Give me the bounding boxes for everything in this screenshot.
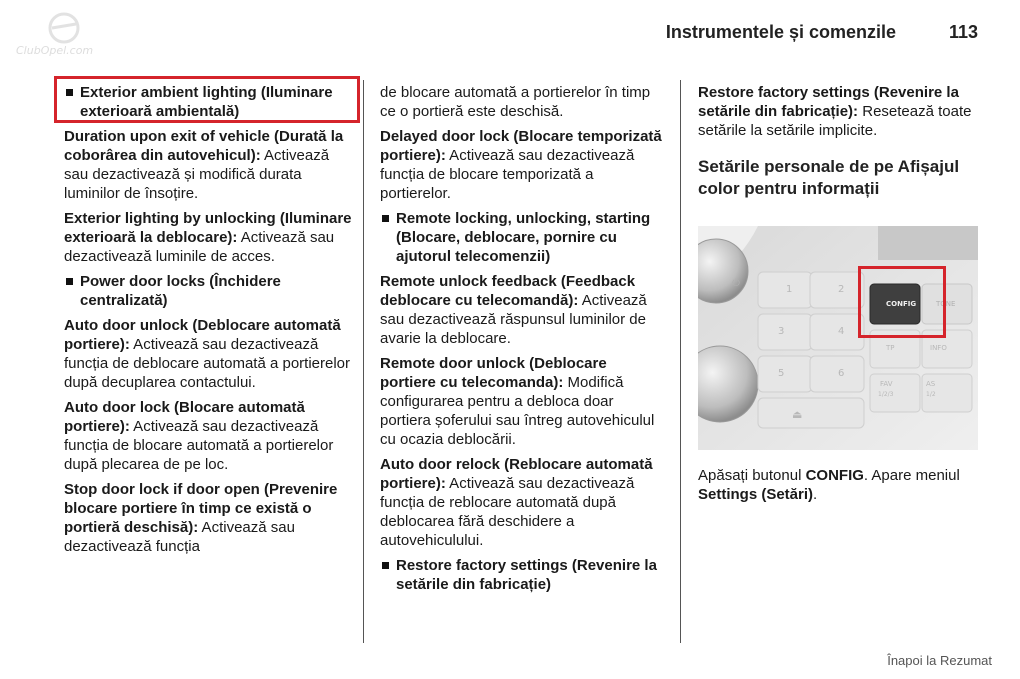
caption-part-1: Apăsați butonul [698, 467, 806, 484]
caption-part-2: . Apare meniul [863, 467, 960, 484]
item-auto-door-unlock [64, 316, 354, 392]
back-to-summary-link[interactable]: Înapoi la Rezumat [887, 653, 992, 668]
photo-caption [698, 466, 980, 504]
item-stop-door-lock [64, 480, 354, 556]
item-title: Restore factory settings (Revenire la setările din fabricație): [698, 84, 959, 120]
page-header-title: Instrumentele și comenzile [665, 22, 896, 42]
info-button-label: INFO [930, 344, 947, 352]
key-5-label: 5 [778, 368, 785, 379]
bullet-restore-factory-settings: Restore factory settings (Revenire la setările din fabricație) [380, 556, 665, 594]
item-text: Activează sau dezactivează și modifică durata luminilor de însoțire. [64, 147, 330, 202]
key-2-label: 2 [838, 284, 845, 295]
preset-key-2 [810, 272, 864, 308]
item-title: Exterior lighting by unlocking (Iluminare exterioară la deblocare): [64, 210, 352, 246]
item-auto-door-lock [64, 398, 354, 474]
item-restore-factory-settings [698, 83, 980, 140]
clubopel-watermark [12, 10, 122, 60]
highlight-box-exterior-ambient [54, 76, 360, 123]
bullet-power-door-locks: Power door locks (Închidere centralizată) [64, 272, 354, 310]
column-divider-2 [680, 80, 681, 643]
item-title: Delayed door lock (Blocare temporizată portiere): [380, 128, 662, 164]
continued-text: de blocare automată a portierelor în timp ce o portieră este deschisă. [380, 84, 651, 120]
item-remote-unlock-feedback [380, 272, 665, 348]
watermark-text: ClubOpel.com [16, 44, 94, 57]
fav-button-sublabel: 1/2/3 [878, 391, 894, 398]
control-panel-photo [698, 226, 978, 450]
fav-button-label: FAV [880, 380, 893, 388]
item-text: Activează sau dezactivează funcția de reblocare automată după deblocarea fără deschidere a autovehiculului. [380, 475, 635, 549]
key-6-label: 6 [838, 368, 845, 379]
item-delayed-door-lock [380, 127, 665, 203]
tp-button-label: TP [886, 344, 895, 352]
section-title: Setările personale de pe Afișajul color pentru informații [698, 157, 960, 198]
item-title: Remote unlock feedback (Feedback deblocare cu telecomandă): [380, 273, 636, 309]
preset-key-3 [758, 314, 812, 350]
item-remote-door-unlock [380, 354, 665, 449]
key-1-label: 1 [786, 284, 793, 295]
page-number: 113 [948, 22, 978, 42]
preset-key-6 [810, 356, 864, 392]
highlight-box-config-button [858, 266, 946, 338]
bullet-remote-locking: Remote locking, unlocking, starting (Blocare, deblocare, pornire cu ajutorul telecomenzii) [380, 209, 665, 266]
as-button-label: AS [926, 380, 936, 388]
svg-text:⏻: ⏻ [732, 278, 740, 289]
item-text: Modifică configurarea pentru a debloca doar portiera șoferului sau întreg autovehiculul cu ocazia deblocării. [380, 374, 655, 448]
caption-part-3: . [813, 486, 818, 503]
item-text: Activează sau dezactivează funcția de blocare automată a portierelor după plecarea de pe loc. [64, 418, 334, 473]
column-1 [64, 83, 354, 556]
tone-button-label: TONE [936, 300, 956, 308]
preset-key-5 [758, 356, 812, 392]
item-text: Activează sau dezactivează răspunsul luminilor de avarie la deblocare. [380, 292, 647, 347]
column-2 [380, 83, 665, 594]
item-title: Auto door relock (Reblocare automată portiere): [380, 456, 653, 492]
item-text: Activează sau dezactivează luminile de acces. [64, 229, 335, 265]
eject-icon: ⏏ [792, 408, 803, 421]
item-exterior-lighting-unlocking [64, 209, 354, 266]
control-panel-illustration [698, 226, 978, 450]
caption-config: CONFIG [805, 467, 864, 484]
item-duration-upon-exit [64, 127, 354, 203]
config-button-label: CONFIG [886, 300, 917, 308]
item-text: Activează sau dezactivează funcția de deblocare automată a portierelor după decuplarea contactului. [64, 336, 351, 391]
item-title: Auto door unlock (Deblocare automată portiere): [64, 317, 341, 353]
item-text: Resetează toate setările la setările implicite. [698, 103, 972, 139]
preset-key-1 [758, 272, 812, 308]
eject-key [758, 398, 864, 428]
column-divider-1 [363, 80, 364, 643]
item-title: Stop door lock if door open (Prevenire blocare portiere în timp ce există o portieră deschisă): [64, 481, 338, 536]
item-text: Activează sau dezactivează funcția de blocare temporizată a portierelor. [380, 147, 635, 202]
caption-settings: Settings (Setări) [698, 486, 814, 503]
item-text: Activează sau dezactivează funcția [64, 519, 295, 555]
preset-key-4 [810, 314, 864, 350]
as-button-sublabel: 1/2 [926, 391, 936, 398]
bullet-exterior-ambient-lighting: Exterior ambient lighting (Iluminare exterioară ambientală) [64, 83, 354, 121]
column-3 [698, 83, 980, 200]
item-auto-door-relock [380, 455, 665, 550]
key-4-label: 4 [838, 326, 845, 337]
key-3-label: 3 [778, 326, 785, 337]
item-title: Remote door unlock (Deblocare portiere cu telecomanda): [380, 355, 607, 391]
item-title: Duration upon exit of vehicle (Durată la coborârea din autovehicul): [64, 128, 344, 164]
item-title: Auto door lock (Blocare automată portiere): [64, 399, 305, 435]
